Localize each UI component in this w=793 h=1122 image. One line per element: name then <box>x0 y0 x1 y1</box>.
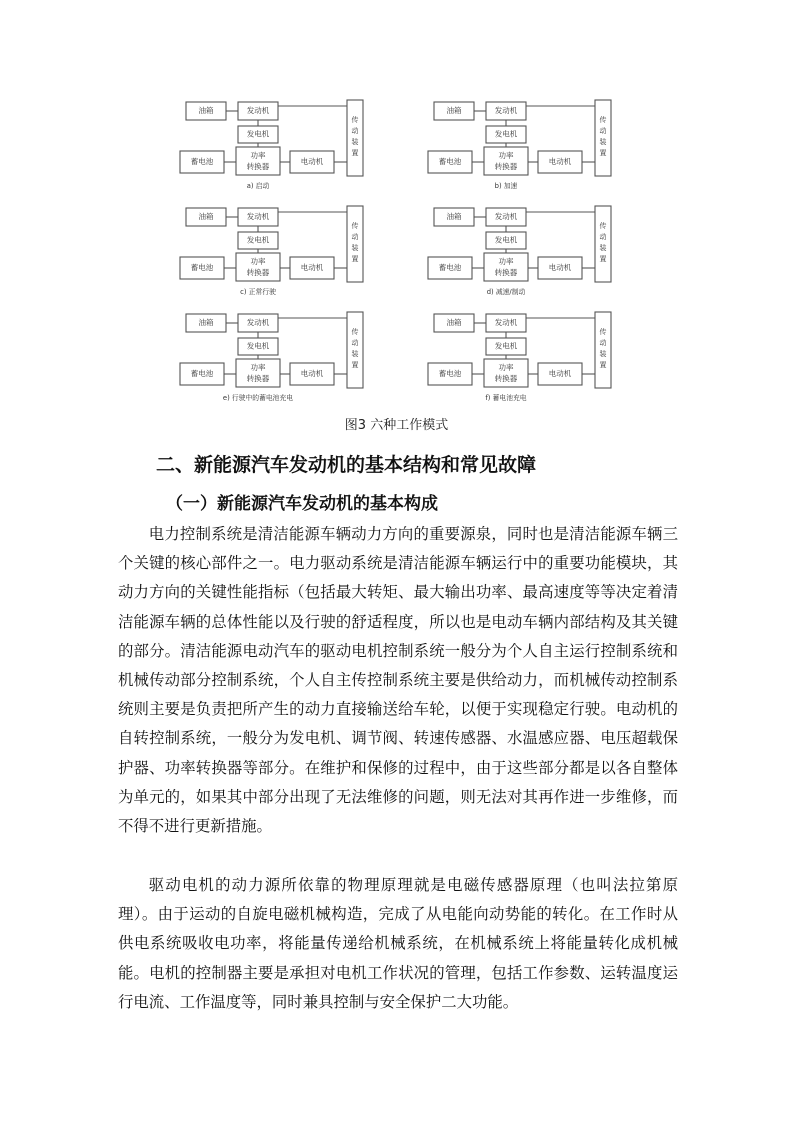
engine-label: 发动机 <box>494 212 518 221</box>
converter-label: 功率 <box>498 257 514 266</box>
engine-label: 发动机 <box>246 212 270 221</box>
generator-label: 发电机 <box>494 235 518 245</box>
panel-caption: c) 正常行驶 <box>240 288 276 296</box>
battery-label: 蓄电池 <box>190 263 214 272</box>
mode-panel-5 <box>180 312 363 402</box>
panel-caption: f) 蓄电池充电 <box>485 394 527 402</box>
fuel-tank-label: 油箱 <box>446 318 462 327</box>
converter-label: 功率 <box>250 363 266 372</box>
generator-label: 发电机 <box>494 129 518 139</box>
mode-panel-6 <box>428 312 611 402</box>
converter-label: 功率 <box>250 257 266 266</box>
generator-label: 发电机 <box>246 129 270 139</box>
motor-label: 电动机 <box>548 263 572 272</box>
subsection-heading: （一）新能源汽车发动机的基本构成 <box>166 494 438 514</box>
motor-label: 电动机 <box>300 157 324 166</box>
battery-label: 蓄电池 <box>190 157 214 166</box>
battery-label: 蓄电池 <box>438 263 462 272</box>
paragraph: 电力控制系统是清洁能源车辆动力方向的重要源泉，同时也是清洁能源车辆三个关键的核心部件之一。电力驱动系统是清洁能源车辆运行中的重要功能模块，其动力方向的关键性能指标（包括最大转矩、最大输出功率、最高速度等等决定着清洁能源车辆的总体性能以及行驶的舒适程度，所以也是电动车辆内部结构及其关键的部分。清洁能源电动汽车的驱动电机控制系统一般分为个人自主运行控制系统和机械传动部分控制系统，个人自主传控制系统主要是供给动力，而机械传动控制系统则主要是负责把所产生的动力直接输送给车轮，以便于实现稳定行驶。电动机的自转控制系统，一般分为发电机、调节阀、转速传感器、水温感应器、电压超载保护器、功率转换器等部分。在维护和保修的过程中，由于这些部分都是以各自整体为单元的，如果其中部分出现了无法维修的问题，则无法对其再作进一步维修，而不得不进行更新措施。 <box>118 525 678 836</box>
transmission-label: 装 <box>351 350 359 358</box>
engine-label: 发动机 <box>494 318 518 327</box>
converter-label: 功率 <box>498 363 514 372</box>
transmission-label: 置 <box>599 149 607 157</box>
transmission-label: 置 <box>599 361 607 369</box>
transmission-label: 装 <box>599 350 607 358</box>
transmission-label: 装 <box>351 244 359 252</box>
motor-label: 电动机 <box>548 157 572 166</box>
converter-label: 转换器 <box>246 162 270 171</box>
transmission-label: 装 <box>599 138 607 146</box>
generator-label: 发电机 <box>246 235 270 245</box>
transmission-label: 传 <box>599 222 607 230</box>
transmission-label: 装 <box>351 138 359 146</box>
engine-label: 发动机 <box>246 318 270 327</box>
paragraph: 驱动电机的动力源所依靠的物理原理就是电磁传感器原理（也叫法拉第原理）。由于运动的自旋电磁机械构造，完成了从电能向动势能的转化。在工作时从供电系统吸收电功率，将能量传递给机械系统，在机械系统上将能量转化成机械能。电机的控制器主要是承担对电机工作状况的管理，包括工作参数、运转温度运行电流、工作温度等，同时兼具控制与安全保护二大功能。 <box>118 876 678 1011</box>
transmission-label: 动 <box>599 233 607 241</box>
working-modes-diagram <box>172 88 622 418</box>
converter-label: 转换器 <box>494 162 518 171</box>
engine-label: 发动机 <box>494 106 518 115</box>
battery-label: 蓄电池 <box>190 369 214 378</box>
converter-label: 转换器 <box>494 374 518 383</box>
battery-label: 蓄电池 <box>438 157 462 166</box>
transmission-label: 装 <box>599 244 607 252</box>
transmission-label: 传 <box>351 328 359 336</box>
generator-label: 发电机 <box>494 341 518 351</box>
converter-label: 转换器 <box>246 374 270 383</box>
panel-caption: e) 行驶中的蓄电池充电 <box>222 394 294 402</box>
transmission-label: 置 <box>351 361 359 369</box>
transmission-label: 动 <box>351 339 359 347</box>
motor-label: 电动机 <box>300 263 324 272</box>
engine-label: 发动机 <box>246 106 270 115</box>
fuel-tank-label: 油箱 <box>198 212 214 221</box>
transmission-label: 动 <box>599 339 607 347</box>
converter-label: 转换器 <box>246 268 270 277</box>
transmission-label: 传 <box>599 116 607 124</box>
fuel-tank-label: 油箱 <box>198 106 214 115</box>
battery-label: 蓄电池 <box>438 369 462 378</box>
panel-caption: d) 减速/制动 <box>486 288 526 296</box>
converter-label: 功率 <box>250 151 266 160</box>
motor-label: 电动机 <box>300 369 324 378</box>
fuel-tank-label: 油箱 <box>446 212 462 221</box>
six-modes-figure <box>172 88 622 418</box>
panel-caption: b) 加速 <box>494 182 518 190</box>
section-heading: 二、新能源汽车发动机的基本结构和常见故障 <box>156 454 537 476</box>
transmission-label: 传 <box>351 116 359 124</box>
transmission-label: 动 <box>351 233 359 241</box>
generator-label: 发电机 <box>246 341 270 351</box>
mode-panel-2 <box>428 100 611 190</box>
figure-caption: 图3 六种工作模式 <box>344 418 449 433</box>
transmission-label: 置 <box>599 255 607 263</box>
fuel-tank-label: 油箱 <box>198 318 214 327</box>
mode-panel-3 <box>180 206 363 296</box>
transmission-label: 置 <box>351 149 359 157</box>
transmission-label: 传 <box>599 328 607 336</box>
transmission-label: 置 <box>351 255 359 263</box>
converter-label: 功率 <box>498 151 514 160</box>
transmission-label: 动 <box>351 127 359 135</box>
mode-panel-1 <box>180 100 363 190</box>
transmission-label: 动 <box>599 127 607 135</box>
panel-caption: a) 启动 <box>246 182 270 190</box>
transmission-label: 传 <box>351 222 359 230</box>
fuel-tank-label: 油箱 <box>446 106 462 115</box>
mode-panel-4 <box>428 206 611 296</box>
motor-label: 电动机 <box>548 369 572 378</box>
converter-label: 转换器 <box>494 268 518 277</box>
